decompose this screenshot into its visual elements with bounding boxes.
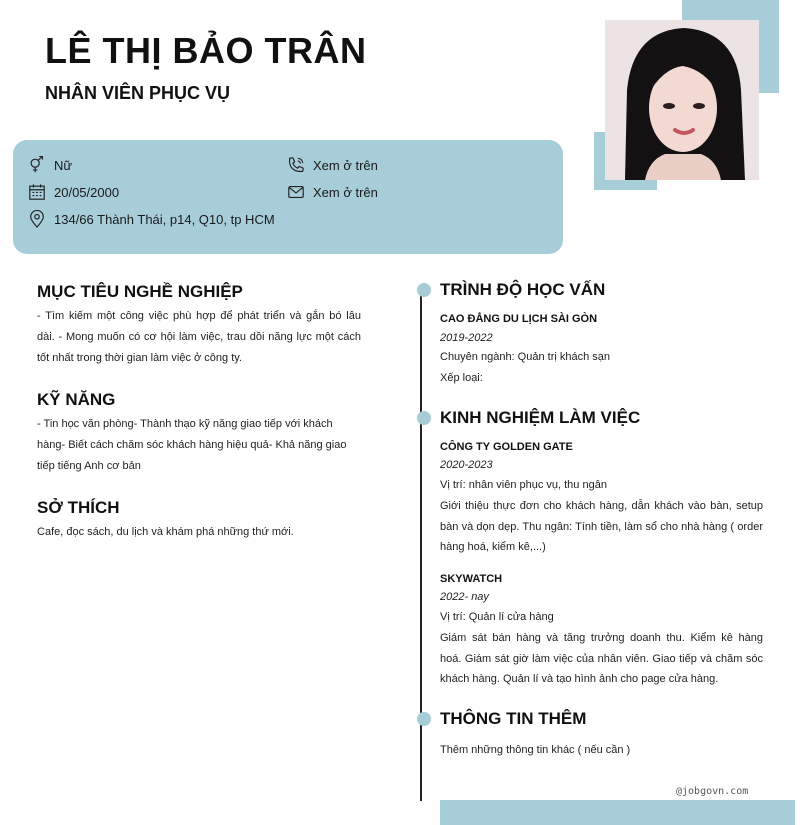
calendar-icon — [28, 183, 46, 201]
education-grade: Xếp loại: — [440, 372, 483, 384]
education-school: CAO ĐẲNG DU LỊCH SÀI GÒN — [440, 313, 598, 325]
timeline-dot-additional — [417, 712, 431, 726]
contact-address — [28, 210, 275, 228]
skills-title: KỸ NĂNG — [37, 390, 116, 409]
candidate-name: LÊ THỊ BẢO TRÂN — [45, 30, 367, 71]
phone-value: Xem ở trên — [313, 157, 378, 173]
profile-photo — [605, 20, 759, 180]
gender-value: Nữ — [54, 157, 73, 173]
experience-title: KINH NGHIỆM LÀM VIỆC — [440, 408, 641, 427]
birthday-value: 20/05/2000 — [54, 184, 120, 200]
skills-line: hàng- Biết cách chăm sóc khách hàng hiệu quả- Khả năng giao — [37, 439, 347, 451]
skills-line: tiếp tiếng Anh cơ bản — [37, 460, 141, 472]
objective-line: - Tìm kiếm một công việc phù hợp để phát triển và gắn bó lâu — [37, 310, 361, 322]
address-value: 134/66 Thành Thái, p14, Q10, tp HCM — [54, 211, 275, 227]
education-title: TRÌNH ĐỘ HỌC VẤN — [440, 280, 606, 299]
education-major: Chuyên ngành: Quản trị khách sạn — [440, 351, 611, 363]
job-position: Vị trí: nhân viên phục vụ, thu ngân — [440, 479, 607, 491]
contact-phone — [287, 156, 378, 174]
phone-icon — [287, 156, 305, 174]
job-description-line: bàn và dọn dẹp. Thu ngân: Tính tiền, làm sổ cho nhà hàng ( order — [440, 520, 763, 533]
job-position: Vị trí: Quản lí cửa hàng — [440, 611, 554, 623]
gender-icon — [28, 156, 46, 174]
job-company: SKYWATCH — [440, 573, 503, 585]
job-description — [440, 628, 763, 690]
job-period: 2020-2023 — [440, 459, 493, 471]
candidate-role: NHÂN VIÊN PHỤC VỤ — [45, 83, 231, 103]
location-pin-icon — [28, 210, 46, 228]
hobbies-text: Cafe, đọc sách, du lịch và khám phá những thứ mới. — [37, 526, 294, 538]
timeline-dot-education — [417, 283, 431, 297]
objective-title: MỤC TIÊU NGHỀ NGHIỆP — [37, 282, 243, 301]
education-period: 2019-2022 — [440, 332, 493, 344]
contact-panel — [13, 140, 563, 254]
objective-line: tốt nhất trong thời gian làm việc ở công ty. — [37, 352, 242, 364]
watermark: @jobgovn.com — [676, 786, 749, 797]
hobbies-title: SỞ THÍCH — [37, 498, 120, 517]
contact-birthday — [28, 183, 119, 201]
job-company: CÔNG TY GOLDEN GATE — [440, 441, 573, 453]
contact-email — [287, 183, 378, 201]
timeline-dot-experience — [417, 411, 431, 425]
decor-block-bottom — [440, 800, 795, 825]
contact-gender — [28, 156, 72, 174]
additional-title: THÔNG TIN THÊM — [440, 709, 587, 728]
skills-text — [37, 414, 361, 477]
objective-line: dài. - Mong muốn có cơ hội làm việc, trau dồi năng lực một cách — [37, 331, 361, 343]
job-description — [440, 496, 763, 558]
job-description-line: khách hàng. Quản lí và tạo hình ảnh cho page cửa hàng. — [440, 673, 719, 685]
job-description-line: hoá. Giám sát giờ làm việc của nhân viên. Giao tiếp và chăm sóc — [440, 652, 763, 665]
additional-text: Thêm những thông tin khác ( nếu cần ) — [440, 744, 631, 756]
mail-icon — [287, 183, 305, 201]
job-period: 2022- nay — [440, 591, 489, 603]
job-description-line: Giám sát bán hàng và tăng trưởng doanh thu. Kiểm kê hàng — [440, 632, 763, 644]
portrait-image — [605, 20, 759, 180]
job-description-line: Giới thiệu thực đơn cho khách hàng, dẫn khách vào bàn, setup — [440, 500, 763, 512]
job-description-line: hàng hoá, kiểm kê,...) — [440, 541, 546, 553]
skills-line: - Tin học văn phòng- Thành thạo kỹ năng giao tiếp với khách — [37, 418, 333, 430]
objective-text — [37, 306, 361, 369]
email-value: Xem ở trên — [313, 184, 378, 200]
